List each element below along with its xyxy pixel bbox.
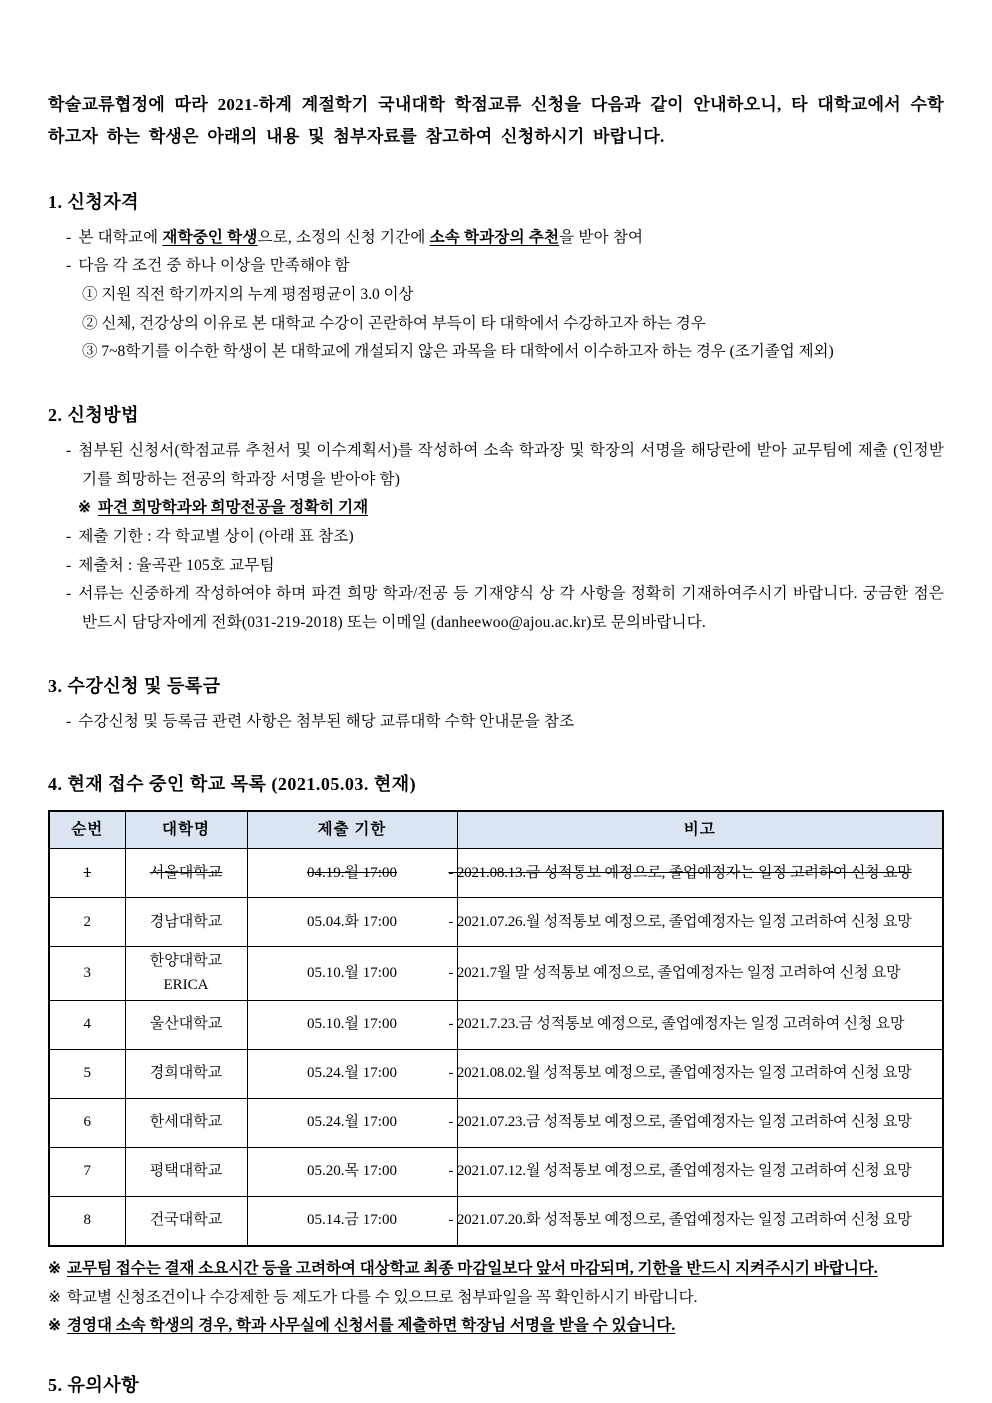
cell-university: 경희대학교 [125, 1049, 247, 1098]
emphasized-text: 재학중인 학생 [162, 228, 258, 246]
dash-marker: - [66, 556, 72, 574]
dash-marker: - [66, 527, 72, 545]
header-no: 순번 [49, 811, 125, 849]
footnote-deadline-warning [48, 1255, 944, 1284]
table-row [49, 1098, 943, 1147]
reference-mark: ※ [48, 1317, 61, 1335]
school-list-table [48, 810, 944, 1247]
emphasized-text: 파견 희망학과와 희망전공을 정확히 기재 [98, 499, 369, 517]
cell-university: 서울대학교 [125, 849, 247, 898]
section-2-how-to-apply [48, 401, 944, 638]
cell-university: 경남대학교 [125, 898, 247, 947]
cell-deadline: 04.19.월 17:00 [247, 849, 457, 898]
header-university: 대학명 [125, 811, 247, 849]
section-4-title: 4. 현재 접수 중인 학교 목록 (2021.05.03. 현재) [48, 774, 417, 795]
cell-deadline: 05.24.월 17:00 [247, 1098, 457, 1147]
item-text: 수강신청 및 등록금 관련 사항은 첨부된 해당 교류대학 수학 안내문을 참조 [78, 712, 575, 730]
section-1-condition-3: ③ 7~8학기를 이수한 학생이 본 대학교에 개설되지 않은 과목을 타 대학에서 이수하고자 하는 경우 (조기졸업 제외) [82, 343, 834, 361]
cell-deadline: 05.04.화 17:00 [247, 898, 457, 947]
section-1-condition-1: ① 지원 직전 학기까지의 누계 평점평균이 3.0 이상 [82, 285, 414, 303]
section-2-item-2 [48, 523, 944, 552]
footnote-text: 경영대 소속 학생의 경우, 학과 사무실에 신청서를 제출하면 학장님 서명을 받을 수 있습니다. [67, 1317, 676, 1335]
section-2-title: 2. 신청방법 [48, 404, 140, 425]
cell-remark: - 2021.7월 말 성적통보 예정으로, 졸업예정자는 일정 고려하여 신청 요망 [457, 947, 943, 1001]
reference-mark: ※ [48, 1259, 61, 1277]
cell-no: 3 [49, 947, 125, 1001]
cell-no: 2 [49, 898, 125, 947]
reference-mark: ※ [78, 499, 91, 517]
table-row [49, 898, 943, 947]
section-1-qualifications [48, 188, 944, 367]
section-4-school-list [48, 770, 944, 1341]
section-1-item-1 [48, 224, 944, 253]
item-text: 첨부된 신청서(학점교류 추천서 및 이수계획서)를 작성하여 소속 학과장 및 학장의 서명을 해당란에 받아 교무팀에 제출 (인정받기를 희망하는 전공의 학과장 서명을 받아야 함) [78, 441, 944, 488]
cell-university: 한양대학교 ERICA [125, 947, 247, 1001]
cell-university: 한세대학교 [125, 1098, 247, 1147]
dash-marker: - [66, 712, 72, 730]
section-2-emphasis-note [48, 494, 944, 523]
intro-paragraph: 학술교류협정에 따라 2021-하계 계절학기 국내대학 학점교류 신청을 다음과 같이 안내하오니, 타 대학교에서 수학하고자 하는 학생은 아래의 내용 및 첨부자료를 참고하여 신청하시기 바랍니다. [48, 95, 944, 147]
table-row [49, 1000, 943, 1049]
reference-mark: ※ [48, 1288, 61, 1306]
section-1-item-2 [48, 252, 944, 281]
footnote-business-school [48, 1312, 944, 1341]
cell-no: 4 [49, 1000, 125, 1049]
cell-deadline: 05.24.월 17:00 [247, 1049, 457, 1098]
table-row [49, 1049, 943, 1098]
cell-university: 평택대학교 [125, 1147, 247, 1196]
item-text: 을 받아 참여 [559, 228, 644, 246]
footnote-text: 교무팀 접수는 결재 소요시간 등을 고려하여 대상학교 최종 마감일보다 앞서 마감되며, 기한을 반드시 지켜주시기 바랍니다. [67, 1259, 878, 1277]
section-2-item-3 [48, 552, 944, 581]
table-footnotes [48, 1255, 944, 1341]
footnote-check-attachments [48, 1284, 944, 1313]
section-1-title: 1. 신청자격 [48, 191, 140, 212]
cell-no: 1 [49, 849, 125, 898]
table-row [49, 1147, 943, 1196]
cell-no: 7 [49, 1147, 125, 1196]
section-3-item-1 [48, 708, 944, 737]
header-deadline: 제출 기한 [247, 811, 457, 849]
cell-remark: - 2021.7.23.금 성적통보 예정으로, 졸업예정자는 일정 고려하여 신청 요망 [457, 1000, 943, 1049]
item-text: 으로, 소정의 신청 기간에 [257, 228, 430, 246]
header-remark: 비고 [457, 811, 943, 849]
table-row [49, 947, 943, 1001]
cell-no: 5 [49, 1049, 125, 1098]
section-3-title: 3. 수강신청 및 등록금 [48, 675, 221, 696]
section-3-registration-tuition [48, 672, 944, 737]
cell-remark: - 2021.07.23.금 성적통보 예정으로, 졸업예정자는 일정 고려하여 신청 요망 [457, 1098, 943, 1147]
item-text: 제출 기한 : 각 학교별 상이 (아래 표 참조) [78, 527, 354, 545]
section-5-precautions [48, 1371, 944, 1397]
cell-deadline: 05.20.목 17:00 [247, 1147, 457, 1196]
dash-marker: - [66, 228, 72, 246]
section-1-condition-2: ② 신체, 건강상의 이유로 본 대학교 수강이 곤란하여 부득이 타 대학에서 수강하고자 하는 경우 [82, 314, 706, 332]
table-row [49, 849, 943, 898]
table-header-row [49, 811, 943, 849]
cell-remark: - 2021.07.20.화 성적통보 예정으로, 졸업예정자는 일정 고려하여 신청 요망 [457, 1196, 943, 1246]
dash-marker: - [66, 257, 72, 275]
cell-deadline: 05.14.금 17:00 [247, 1196, 457, 1246]
cell-remark: - 2021.08.13.금 성적통보 예정으로, 졸업예정자는 일정 고려하여 신청 요망 [457, 849, 943, 898]
cell-remark: - 2021.07.26.월 성적통보 예정으로, 졸업예정자는 일정 고려하여 신청 요망 [457, 898, 943, 947]
dash-marker: - [66, 441, 72, 459]
footnote-text: 학교별 신청조건이나 수강제한 등 제도가 다를 수 있으므로 첨부파일을 꼭 확인하시기 바랍니다. [67, 1288, 698, 1306]
cell-remark: - 2021.08.02.월 성적통보 예정으로, 졸업예정자는 일정 고려하여 신청 요망 [457, 1049, 943, 1098]
cell-university: 울산대학교 [125, 1000, 247, 1049]
item-text: 제출처 : 율곡관 105호 교무팀 [78, 556, 275, 574]
cell-remark: - 2021.07.12.월 성적통보 예정으로, 졸업예정자는 일정 고려하여 신청 요망 [457, 1147, 943, 1196]
item-text: 본 대학교에 [78, 228, 163, 246]
dash-marker: - [66, 585, 72, 603]
cell-university: 건국대학교 [125, 1196, 247, 1246]
section-2-item-4 [48, 580, 944, 637]
emphasized-text: 소속 학과장의 추천 [429, 228, 560, 246]
cell-deadline: 05.10.월 17:00 [247, 1000, 457, 1049]
table-row [49, 1196, 943, 1246]
section-2-item-1 [48, 437, 944, 494]
cell-deadline: 05.10.월 17:00 [247, 947, 457, 1001]
section-5-title: 5. 유의사항 [48, 1374, 140, 1395]
item-text: 다음 각 조건 중 하나 이상을 만족해야 함 [78, 257, 350, 275]
item-text: 서류는 신중하게 작성하여야 하며 파견 희망 학과/전공 등 기재양식 상 각 사항을 정확히 기재하여주시기 바랍니다. 궁금한 점은 반드시 담당자에게 전화(031-219-2018) 또는 이메일 (danheewoo@ajou.ac.kr)로 문의바랍니다. [78, 585, 944, 631]
cell-no: 8 [49, 1196, 125, 1246]
cell-no: 6 [49, 1098, 125, 1147]
